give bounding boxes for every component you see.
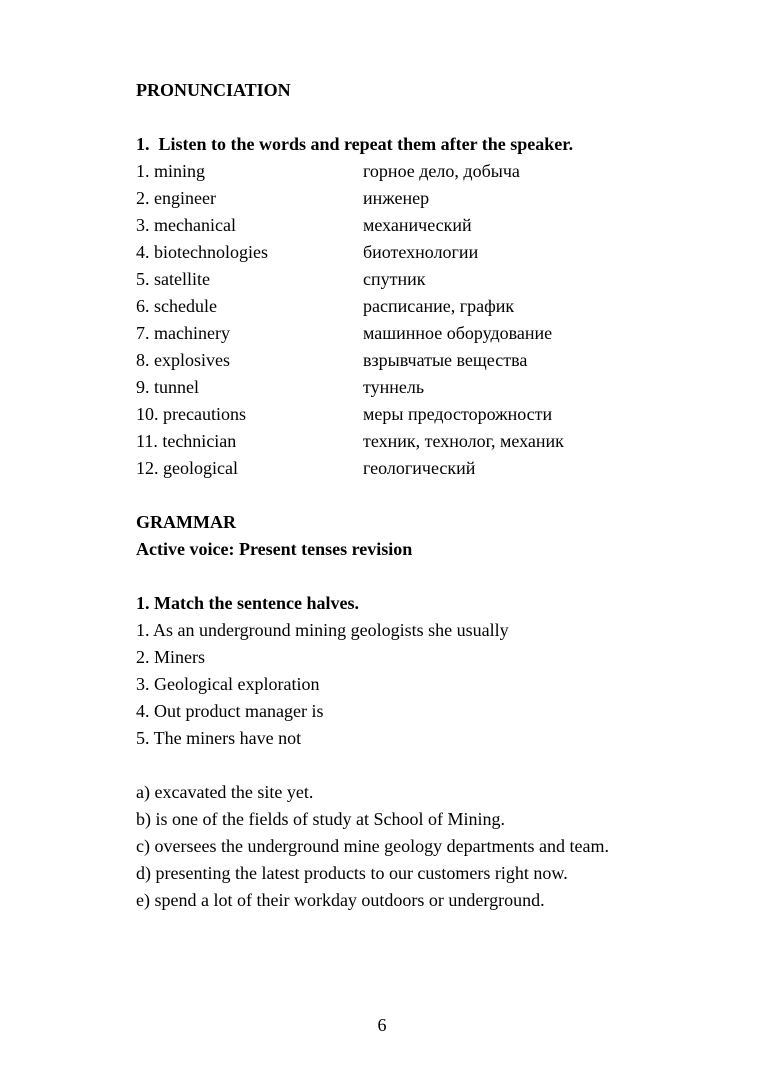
vocab-term-en: 9. tunnel xyxy=(136,377,199,397)
vocab-term-en: 8. explosives xyxy=(136,350,230,370)
vocab-translation-ru: механический xyxy=(363,215,472,235)
vocab-translation-ru: спутник xyxy=(363,269,426,289)
vocab-row xyxy=(136,401,636,428)
vocab-term-en: 5. satellite xyxy=(136,269,210,289)
vocab-translation-ru: биотехнологии xyxy=(363,242,479,262)
sentence-half-right: c) oversees the underground mine geology departments and team. xyxy=(136,836,610,856)
vocab-translation-ru: горное дело, добыча xyxy=(363,161,520,181)
vocab-term-en: 1. mining xyxy=(136,161,206,181)
vocab-row xyxy=(136,266,636,293)
vocab-row xyxy=(136,347,636,374)
vocab-row xyxy=(136,374,636,401)
vocab-translation-ru: расписание, график xyxy=(363,296,515,316)
vocab-term-en: 6. schedule xyxy=(136,296,217,316)
vocab-row xyxy=(136,185,636,212)
blank-line xyxy=(136,482,636,509)
sentence-half-left: 5. The miners have not xyxy=(136,728,302,748)
blank-line xyxy=(136,563,636,590)
vocab-row xyxy=(136,455,636,482)
vocab-row xyxy=(136,293,636,320)
sentence-half-right: e) spend a lot of their workday outdoors or underground. xyxy=(136,890,545,910)
vocab-row xyxy=(136,320,636,347)
sentence-half-left: 4. Out product manager is xyxy=(136,701,324,721)
sentence-half-left: 2. Miners xyxy=(136,647,205,667)
vocab-translation-ru: инженер xyxy=(363,188,430,208)
vocab-row xyxy=(136,212,636,239)
sentence-half-right: b) is one of the fields of study at School of Mining. xyxy=(136,809,505,829)
sentence-half-right: d) presenting the latest products to our customers right now. xyxy=(136,863,568,883)
vocab-term-en: 12. geological xyxy=(136,458,238,478)
vocab-translation-ru: техник, технолог, механик xyxy=(363,431,564,451)
listen-task-title: 1. Listen to the words and repeat them after the speaker. xyxy=(136,134,574,154)
vocab-term-en: 7. machinery xyxy=(136,323,230,343)
vocab-translation-ru: машинное оборудование xyxy=(363,323,553,343)
pronunciation-section-heading: PRONUNCIATION xyxy=(136,80,291,100)
grammar-section-heading: GRAMMAR xyxy=(136,512,236,532)
match-task-title: 1. Match the sentence halves. xyxy=(136,593,359,613)
grammar-topic: Active voice: Present tenses revision xyxy=(136,539,413,559)
vocab-translation-ru: геологический xyxy=(363,458,476,478)
vocab-translation-ru: туннель xyxy=(363,377,425,397)
vocab-term-en: 2. engineer xyxy=(136,188,216,208)
blank-line xyxy=(136,752,636,779)
page-content xyxy=(136,77,636,914)
vocab-term-en: 4. biotechnologies xyxy=(136,242,268,262)
sentence-half-left: 3. Geological exploration xyxy=(136,674,320,694)
vocab-translation-ru: меры предосторожности xyxy=(363,404,553,424)
blank-line xyxy=(136,104,636,131)
vocab-term-en: 10. precautions xyxy=(136,404,246,424)
sentence-half-right: a) excavated the site yet. xyxy=(136,782,314,802)
vocab-row xyxy=(136,428,636,455)
page-number: 6 xyxy=(377,1015,387,1035)
vocab-row xyxy=(136,158,636,185)
vocab-term-en: 11. technician xyxy=(136,431,237,451)
vocab-translation-ru: взрывчатые вещества xyxy=(363,350,528,370)
vocab-row xyxy=(136,239,636,266)
vocab-term-en: 3. mechanical xyxy=(136,215,236,235)
sentence-half-left: 1. As an underground mining geologists she usually xyxy=(136,620,509,640)
